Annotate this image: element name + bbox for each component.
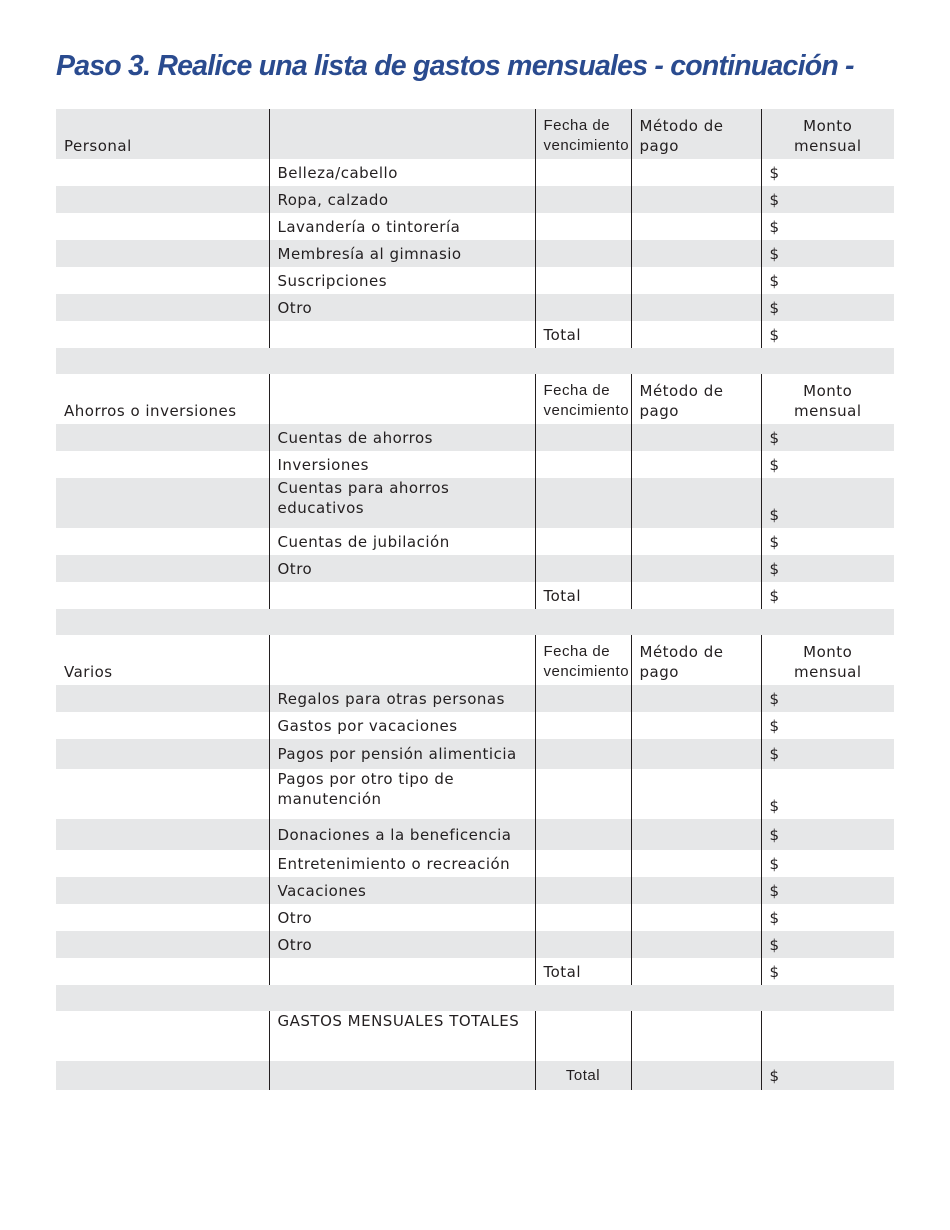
expense-row [56,240,894,267]
column-header-payment-method: Método de pago [631,109,761,159]
expense-label: Ropa, calzado [269,186,535,213]
grand-total-amount-cell[interactable]: $ [761,1061,894,1090]
expense-row [56,739,894,769]
expense-label: Cuentas de jubilación [269,528,535,555]
column-header-due-date: Fecha de vencimiento [535,374,631,424]
expense-label: Donaciones a la beneficencia [269,819,535,850]
payment-method-cell[interactable] [631,213,761,240]
amount-cell[interactable]: $ [761,685,894,712]
expense-row [56,819,894,850]
amount-cell[interactable]: $ [761,528,894,555]
amount-cell[interactable]: $ [761,478,894,528]
expense-label: Lavandería o tintorería [269,213,535,240]
expense-label: Otro [269,294,535,321]
column-header-monthly-amount: Monto mensual [761,109,894,159]
expense-row [56,528,894,555]
section-header-personal [56,109,894,159]
expense-label: Belleza/cabello [269,159,535,186]
payment-method-cell[interactable] [631,850,761,877]
expense-label: Cuentas para ahorros educativos [269,478,535,528]
grand-total-total-label: Total [535,1061,631,1090]
section-name: Personal [56,109,269,159]
due-date-cell[interactable] [535,769,631,819]
total-amount-cell[interactable]: $ [761,958,894,985]
payment-method-cell[interactable] [631,904,761,931]
expense-label: Membresía al gimnasio [269,240,535,267]
due-date-cell[interactable] [535,451,631,478]
column-header-monthly-amount: Monto mensual [761,635,894,685]
due-date-cell[interactable] [535,819,631,850]
due-date-cell[interactable] [535,712,631,739]
payment-method-cell[interactable] [631,528,761,555]
payment-method-cell[interactable] [631,186,761,213]
amount-cell[interactable]: $ [761,267,894,294]
expense-label: Pagos por otro tipo de manutención [269,769,535,819]
due-date-cell[interactable] [535,850,631,877]
due-date-cell[interactable] [535,685,631,712]
payment-method-cell[interactable] [631,240,761,267]
due-date-cell[interactable] [535,294,631,321]
total-amount-cell[interactable]: $ [761,321,894,348]
section-divider [56,609,894,635]
expense-row [56,159,894,186]
due-date-cell[interactable] [535,877,631,904]
expense-label: Otro [269,555,535,582]
due-date-cell[interactable] [535,159,631,186]
payment-method-cell[interactable] [631,739,761,769]
expense-row [56,451,894,478]
expense-table [56,109,894,1090]
amount-cell[interactable]: $ [761,424,894,451]
expense-row [56,712,894,739]
due-date-cell[interactable] [535,478,631,528]
section-header-savings [56,374,894,424]
payment-method-cell[interactable] [631,877,761,904]
expense-row [56,555,894,582]
due-date-cell[interactable] [535,555,631,582]
grand-total-row [56,1061,894,1090]
due-date-cell[interactable] [535,931,631,958]
payment-method-cell[interactable] [631,424,761,451]
total-label: Total [535,582,631,609]
column-header-due-date: Fecha de vencimiento [535,109,631,159]
payment-method-cell[interactable] [631,769,761,819]
amount-cell[interactable]: $ [761,931,894,958]
expense-row [56,850,894,877]
total-label: Total [535,958,631,985]
total-row [56,582,894,609]
payment-method-cell[interactable] [631,267,761,294]
amount-cell[interactable]: $ [761,555,894,582]
amount-cell[interactable]: $ [761,877,894,904]
due-date-cell[interactable] [535,739,631,769]
expense-label: Gastos por vacaciones [269,712,535,739]
amount-cell[interactable]: $ [761,159,894,186]
payment-method-cell[interactable] [631,712,761,739]
payment-method-cell[interactable] [631,294,761,321]
expense-label: Suscripciones [269,267,535,294]
amount-cell[interactable]: $ [761,850,894,877]
grand-total-header-row [56,1011,894,1061]
column-header-payment-method: Método de pago [631,374,761,424]
expense-row [56,424,894,451]
section-name: Varios [64,663,113,681]
payment-method-cell[interactable] [631,555,761,582]
expense-label: Pagos por pensión alimenticia [269,739,535,769]
column-header-due-date: Fecha de vencimiento [535,635,631,685]
section-name: Ahorros o inversiones [64,402,237,420]
amount-cell[interactable]: $ [761,240,894,267]
payment-method-cell[interactable] [631,451,761,478]
amount-cell[interactable]: $ [761,451,894,478]
page-title: Paso 3. Realice una lista de gastos mensuales - continuación - [56,50,854,82]
expense-row [56,904,894,931]
amount-cell[interactable]: $ [761,213,894,240]
expense-row [56,478,894,528]
expense-label: Otro [269,931,535,958]
total-row [56,958,894,985]
amount-cell[interactable]: $ [761,186,894,213]
payment-method-cell[interactable] [631,931,761,958]
due-date-cell[interactable] [535,240,631,267]
amount-cell[interactable]: $ [761,294,894,321]
expense-row [56,213,894,240]
amount-cell[interactable]: $ [761,769,894,819]
amount-cell[interactable]: $ [761,712,894,739]
payment-method-cell[interactable] [631,819,761,850]
amount-cell[interactable]: $ [761,819,894,850]
expense-row [56,267,894,294]
expense-row [56,931,894,958]
payment-method-cell[interactable] [631,478,761,528]
due-date-cell[interactable] [535,528,631,555]
due-date-cell[interactable] [535,424,631,451]
total-label: Total [535,321,631,348]
due-date-cell[interactable] [535,213,631,240]
due-date-cell[interactable] [535,267,631,294]
payment-method-cell[interactable] [631,685,761,712]
grand-total-label: GASTOS MENSUALES TOTALES [269,1011,535,1061]
section-divider [56,348,894,374]
expense-row [56,877,894,904]
total-row [56,321,894,348]
expense-row [56,186,894,213]
expense-row [56,294,894,321]
due-date-cell[interactable] [535,186,631,213]
expense-row [56,769,894,819]
payment-method-cell[interactable] [631,159,761,186]
expense-row [56,685,894,712]
expense-label: Vacaciones [269,877,535,904]
total-amount-cell[interactable]: $ [761,582,894,609]
due-date-cell[interactable] [535,904,631,931]
expense-label: Cuentas de ahorros [269,424,535,451]
column-header-monthly-amount: Monto mensual [761,374,894,424]
section-divider [56,985,894,1011]
section-header-misc [56,635,894,685]
column-header-payment-method: Método de pago [631,635,761,685]
amount-cell[interactable]: $ [761,739,894,769]
amount-cell[interactable]: $ [761,904,894,931]
expense-label: Inversiones [269,451,535,478]
expense-label: Entretenimiento o recreación [269,850,535,877]
expense-label: Regalos para otras personas [269,685,535,712]
expense-label: Otro [269,904,535,931]
